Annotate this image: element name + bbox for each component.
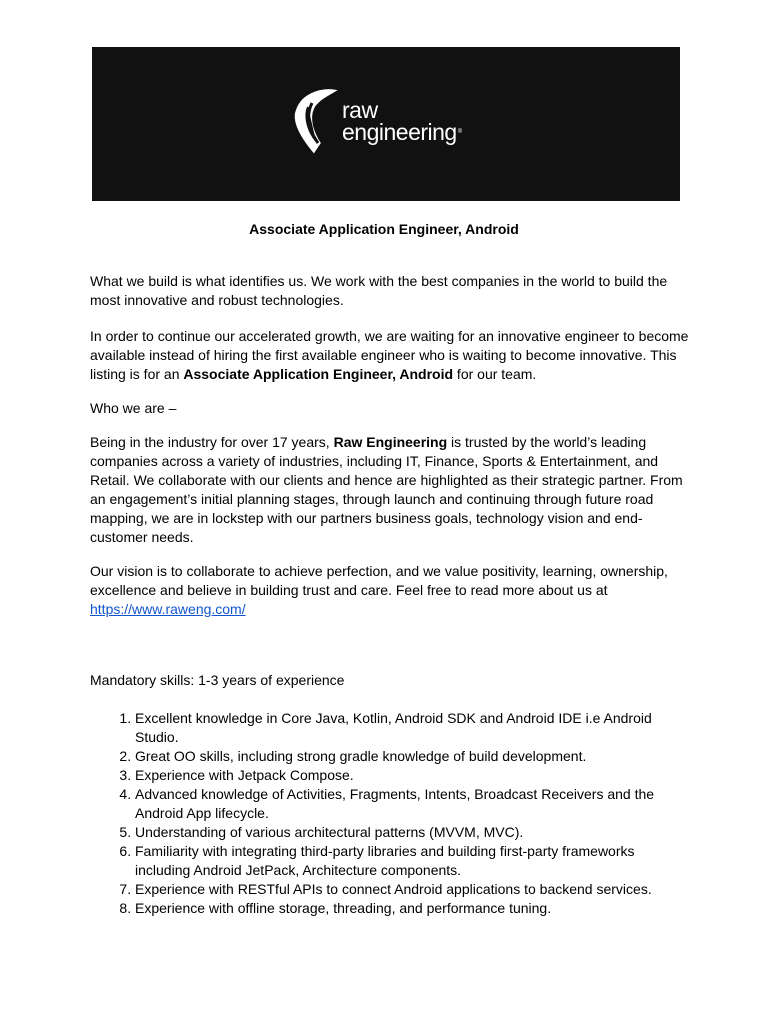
company-website-link[interactable]: https://www.raweng.com/ (90, 601, 246, 617)
list-item: 3. Experience with Jetpack Compose. (135, 766, 690, 785)
intro-paragraph: What we build is what identifies us. We work with the best companies in the world to build the most innovative and robust technologies. (90, 273, 668, 308)
vision-paragraph (90, 562, 690, 619)
vision-text: Our vision is to collaborate to achieve perfection, and we value positivity, learning, ownership, excellence and believe in building trust and care. Feel free to read more about us at (90, 563, 668, 598)
list-item: 1. Excellent knowledge in Core Java, Kotlin, Android SDK and Android IDE i.e Android Studio. (135, 709, 690, 747)
raw-engineering-logo-mark-icon (292, 85, 342, 165)
about-text-after: is trusted by the world’s leading companies across a variety of industries, including IT, Finance, Sports & Entertainment, and Retail. We collaborate with our clients and hence are highlighted as their strategic partner. From an engagement’s initial planning stages, through launch and continuing through future road mapping, we are in lockstep with our partners business goals, technology vision and end-customer needs. (90, 434, 683, 545)
logo-wordmark (342, 99, 462, 143)
list-item: 4. Advanced knowledge of Activities, Fragments, Intents, Broadcast Receivers and the Android App lifecycle. (135, 785, 690, 823)
list-item: 7. Experience with RESTful APIs to connect Android applications to backend services. (135, 880, 690, 899)
list-item: 2. Great OO skills, including strong gradle knowledge of build development. (135, 747, 690, 766)
list-item: 6. Familiarity with integrating third-party libraries and building first-party frameworks including Android JetPack, Architecture components. (135, 842, 690, 880)
about-paragraph (90, 433, 690, 547)
document-body (90, 272, 690, 918)
logo-line-2 (342, 121, 462, 143)
registered-mark: ® (457, 129, 462, 135)
page-title: Associate Application Engineer, Android (249, 221, 519, 237)
skills-list (90, 709, 690, 918)
about-text-before: Being in the industry for over 17 years, (90, 434, 334, 450)
who-heading: Who we are – (90, 400, 177, 416)
about-company-bold: Raw Engineering (333, 434, 448, 450)
growth-text-after: for our team. (453, 366, 537, 382)
growth-paragraph (90, 327, 690, 384)
list-item: 5. Understanding of various architectural patterns (MVVM, MVC). (135, 823, 690, 842)
logo-line-2-text: engineering (342, 119, 457, 145)
list-item: 8. Experience with offline storage, threading, and performance tuning. (135, 899, 690, 918)
logo-line-1: raw (342, 97, 378, 123)
growth-text-before: In order to continue our accelerated growth, we are waiting for an innovative engineer to become available instead of hiring the first available engineer who is waiting to become innovative. This listing is for an (90, 328, 689, 382)
raw-engineering-logo (292, 85, 492, 165)
header-banner (92, 47, 680, 201)
skills-heading: Mandatory skills: 1-3 years of experience (90, 672, 345, 688)
growth-role-bold: Associate Application Engineer, Android (183, 366, 454, 382)
